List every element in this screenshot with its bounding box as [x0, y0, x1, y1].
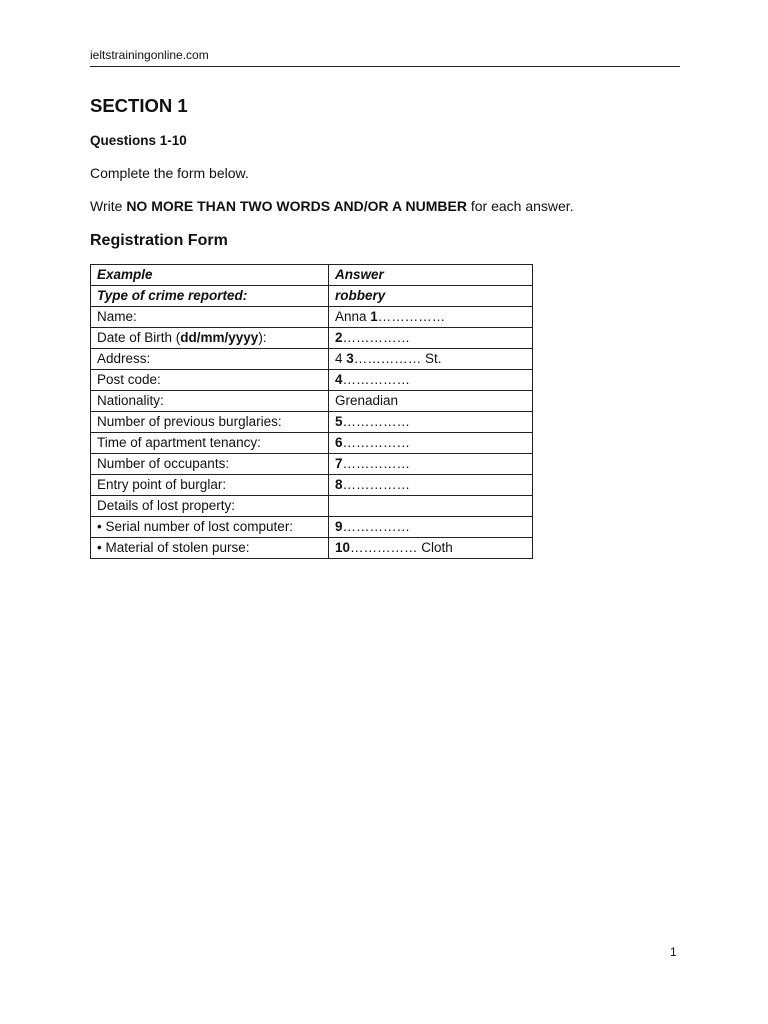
table-row: [91, 496, 533, 517]
table-row: [91, 391, 533, 412]
answer-blank: ……………: [342, 456, 411, 471]
question-number: 3: [346, 351, 354, 366]
row-label: • Material of stolen purse:: [91, 538, 329, 559]
row-value: [329, 349, 533, 370]
row-value: [329, 538, 533, 559]
answer-blank: ……………: [342, 330, 411, 345]
row-value: [329, 454, 533, 475]
label-prefix: Date of Birth (: [97, 330, 181, 345]
row-value: robbery: [329, 286, 533, 307]
row-label: Time of apartment tenancy:: [91, 433, 329, 454]
row-value: [329, 517, 533, 538]
row-label: Address:: [91, 349, 329, 370]
label-suffix: ):: [258, 330, 267, 345]
row-label: Number of occupants:: [91, 454, 329, 475]
row-label: Post code:: [91, 370, 329, 391]
instruction-complete-form: Complete the form below.: [90, 165, 249, 181]
value-prefix: Anna: [335, 309, 371, 324]
table-row: [91, 307, 533, 328]
table-row: [91, 370, 533, 391]
row-label: Name:: [91, 307, 329, 328]
table-row: [91, 517, 533, 538]
question-number: 4: [335, 372, 343, 387]
question-number: 5: [335, 414, 343, 429]
answer-blank: ……………: [377, 309, 446, 324]
table-row: [91, 454, 533, 475]
question-number: 8: [335, 477, 343, 492]
row-value: [329, 475, 533, 496]
table-row: [91, 433, 533, 454]
date-format: dd/mm/yyyy: [180, 330, 259, 345]
value-prefix: 4: [335, 351, 347, 366]
question-number: 6: [335, 435, 343, 450]
row-label: Entry point of burglar:: [91, 475, 329, 496]
answer-blank: ……………: [342, 372, 411, 387]
row-value: [329, 496, 533, 517]
instruction-text-pre: Write: [90, 198, 127, 214]
question-number: 10: [335, 540, 351, 555]
answer-blank: ……………: [350, 540, 418, 555]
row-value: [329, 412, 533, 433]
table-row: [91, 475, 533, 496]
page-header: [90, 47, 680, 67]
row-label: Type of crime reported:: [91, 286, 329, 307]
table-row: [91, 412, 533, 433]
question-number: 9: [335, 519, 343, 534]
answer-blank: ……………: [353, 351, 422, 366]
row-value: [329, 370, 533, 391]
answer-blank: ……………: [342, 414, 411, 429]
row-value: [329, 328, 533, 349]
row-value: [329, 433, 533, 454]
instruction-text-post: for each answer.: [466, 198, 574, 214]
value-suffix: Cloth: [417, 540, 453, 555]
row-label: [91, 328, 329, 349]
row-value: Answer: [329, 265, 533, 286]
table-row: [91, 286, 533, 307]
table-row: [91, 328, 533, 349]
questions-label: Questions 1-10: [90, 133, 187, 148]
table-row: [91, 265, 533, 286]
row-label: Number of previous burglaries:: [91, 412, 329, 433]
row-label: Example: [91, 265, 329, 286]
page-number: 1: [670, 945, 677, 959]
answer-blank: ……………: [342, 519, 411, 534]
section-title: SECTION 1: [90, 95, 188, 116]
question-number: 1: [370, 309, 378, 324]
registration-form-table: [90, 264, 533, 559]
answer-blank: ……………: [342, 477, 411, 492]
value-suffix: St.: [421, 351, 442, 366]
form-title: Registration Form: [90, 232, 228, 249]
instruction-word-limit: [90, 198, 574, 215]
site-name: ieltstrainingonline.com: [90, 48, 209, 62]
row-label: Details of lost property:: [91, 496, 329, 517]
table-row: [91, 538, 533, 559]
question-number: 2: [335, 330, 343, 345]
row-value: [329, 307, 533, 328]
table-row: [91, 349, 533, 370]
row-value: Grenadian: [329, 391, 533, 412]
answer-blank: ……………: [342, 435, 411, 450]
row-label: • Serial number of lost computer:: [91, 517, 329, 538]
row-label: Nationality:: [91, 391, 329, 412]
instruction-text-bold: NO MORE THAN TWO WORDS AND/OR A NUMBER: [126, 198, 467, 214]
question-number: 7: [335, 456, 343, 471]
